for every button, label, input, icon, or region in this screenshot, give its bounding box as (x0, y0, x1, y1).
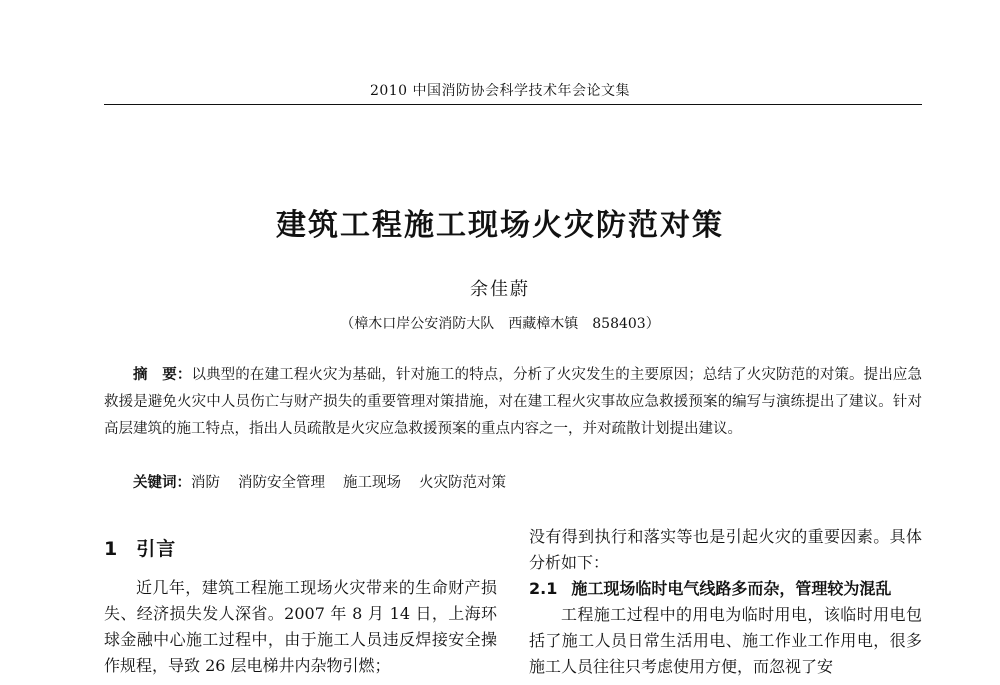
keywords (133, 470, 913, 497)
continuation-paragraph: 没有得到执行和落实等也是引起火灾的重要因素。具体分析如下： (529, 527, 922, 572)
section-heading-introduction (104, 534, 497, 561)
subsection-paragraph: 工程施工过程中的用电为临时用电，该临时用电包括了施工人员日常生活用电、施工作业工作用电，很多施工人员往往只考虑使用方便，而忽视了安 (529, 605, 922, 676)
abstract-text: 以典型的在建工程火灾为基础，针对施工的特点，分析了火灾发生的主要原因；总结了火灾防范的对策。提出应急救援是避免火灾中人员伤亡与财产损失的重要管理对策措施，对在建工程火灾事故应急救援预案的编写与演练提出了建议。针对高层建筑的施工特点，指出人员疏散是火灾应急救援预案的重点内容之一，并对疏散计划提出建议。 (104, 367, 922, 437)
paper-author: 余佳蔚 (470, 279, 530, 300)
subsection-number: 2.1 (529, 579, 558, 598)
abstract (104, 362, 922, 443)
keyword-item: 火灾防范对策 (419, 475, 506, 491)
introduction-paragraph: 近几年，建筑工程施工现场火灾带来的生命财产损失、经济损失发人深省。2007 年 8 月 14 日，上海环球金融中心施工过程中，由于施工人员违反焊接安全操作规程，导致 26 层电梯井内杂物引燃； (104, 578, 497, 675)
abstract-label: 摘 要： (133, 367, 192, 383)
header-rule (104, 104, 922, 105)
keywords-label: 关键词： (133, 475, 191, 491)
section-title: 引言 (136, 538, 177, 560)
keyword-item: 消防 (191, 475, 220, 491)
keyword-item: 施工现场 (343, 475, 401, 491)
section-number: 1 (104, 538, 119, 560)
left-column (104, 524, 497, 679)
keyword-item: 消防安全管理 (238, 475, 325, 491)
subsection-title: 施工现场临时电气线路多而杂，管理较为混乱 (571, 579, 892, 598)
subsection-heading-2-1 (529, 576, 922, 602)
paper-affiliation: （樟木口岸公安消防大队 西藏樟木镇 858403） (340, 316, 660, 332)
running-header: 2010 中国消防协会科学技术年会论文集 (369, 83, 631, 99)
right-column (529, 524, 922, 680)
paper-title: 建筑工程施工现场火灾防范对策 (276, 208, 724, 243)
